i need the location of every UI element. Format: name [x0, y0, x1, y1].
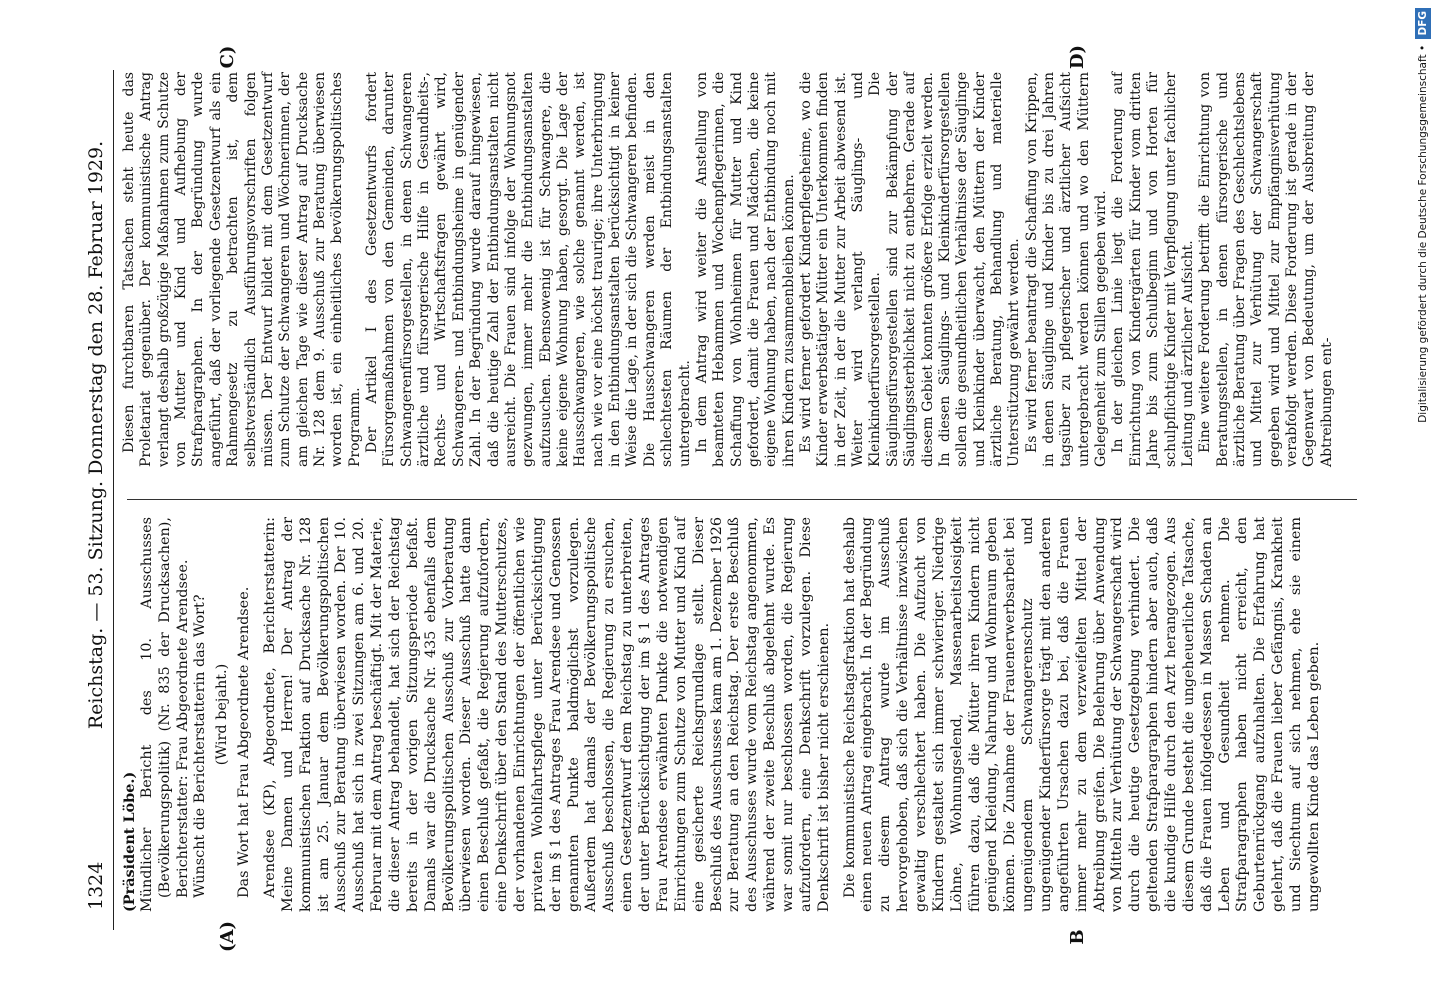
credit-text: Digitalisierung gefördert durch die Deutsche Forschungsgemeinschaft — [1417, 54, 1429, 423]
margin-marker-c: C) — [217, 45, 238, 69]
credit-line: Digitalisierung gefördert durch die Deutsche Forschungsgemeinschaft • DFG — [1415, 8, 1431, 992]
margin-marker-b: B — [1067, 929, 1088, 945]
interjection: (Wird bejaht.) — [214, 663, 231, 766]
paragraph: Es wird ferner gefordert Kinderpflegeheime, wo die Kinder erwerbstätiger Mütter ein Unterkommen finden in der Zeit, in der die Mutter zur Arbeit abwesend ist. Weiter wird verlangt Säuglings- und Kleinkinderfürsorgestellen. Die Säuglingsfürsorgestellen sind zur Bekämpfung der Säuglingssterblichkeit nicht zu entbehren. Gerade auf diesem Gebiet konnten größere Erfolge erzielt werden. In diesen Säuglings- und Kleinkinderfürsorgestellen sollen die gesundheitlichen Verhältnisse der Säuglinge und Kleinkinder überwacht, den Müttern der Kinder ärztliche Beratung, Behandlung und materielle Unterstützung gewährt werden. — [798, 72, 1023, 467]
paragraph: Der Artikel I des Gesetzentwurfs fordert Fürsorgemaßnahmen von den Gemeinden, darunter Schwangerenfürsorgestellen, in denen Schwangeren ärztliche und fürsorgerische Hilfe in Gesundheits-, Rechts- und Wirtschaftsfragen gewährt wird, Schwangeren- und Entbindungsheime in genügender Zahl. In der Begründung wurde darauf hingewiesen, daß die heutige Zahl der Entbindungsanstalten nicht ausreicht. Die Frauen sind infolge der Wohnungsnot gezwungen, immer mehr die Entbindungsanstalten aufzusuchen. Ebensowenig ist für Schwangere, die keine eigene Wohnung haben, gesorgt. Die Lage der Hausschwangeren, wie solche genannt werden, ist nach wie vor eine höchst traurige; ihre Unterbringung in den Entbindungsanstalten berücksichtigt in keiner Weise die Lage, in der sich die Schwangeren befinden. Die Hausschwangeren werden meist in den schlechtesten Räumen der Entbindungsanstalten untergebracht. — [364, 72, 693, 467]
margin-marker-d: D) — [1067, 44, 1088, 70]
paragraph: Arendsee (KP), Abgeordnete, Berichterstatterin: Meine Damen und Herren! Der Antrag der kommunistischen Fraktion auf Drucksache Nr. 128 ist am 25. Januar dem Bevölkerungspolitischen Ausschuß zur Beratung überwiesen worden. Der 10. Ausschuß hat sich in zwei Sitzungen am 6. und 20. Februar mit dem Antrag beschäftigt. Mit der Materie, die dieser Antrag behandelt, hat sich der Reichstag bereits in der vorigen Sitzungsperiode befaßt. Damals war die Drucksache Nr. 435 ebenfalls dem Bevölkerungspolitischen Ausschuß zur Vorberatung überwiesen worden. Dieser Ausschuß hatte dann einen Beschluß gefaßt, die Regierung aufzufordern, eine Denkschrift über den Stand des Mutterschutzes, der vorhandenen Einrichtungen der öffentlichen wie privaten Wohlfahrtspflege unter Berücksichtigung der im § 1 des Antrages Frau Arendsee und Genossen genannten Punkte baldmöglichst vorzulegen. Außerdem hat damals der Bevölkerungspolitische Ausschuß beschlossen, die Regierung zu ersuchen, einen Gesetzentwurf dem Reichstag zu unterbreiten, der unter Berücksichtigung der im § 1 des Antrages Frau Arendsee erwähnten Punkte die notwendigen Einrichtungen zum Schutze von Mutter und Kind auf eine gesicherte Reichsgrundlage stellt. Dieser Beschluß des Ausschusses kam am 1. Dezember 1926 zur Beratung an den Reichstag. Der erste Beschluß des Ausschusses wurde vom Reichstag angenommen, während der zweite Beschluß abgelehnt wurde. Es war somit nur beschlossen worden, die Regierung aufzufordern, eine Denkschrift vorzulegen. Diese Denkschrift ist bisher nicht erschienen. — [262, 517, 832, 912]
paragraph: Eine weitere Forderung betrifft die Einrichtung von Beratungsstellen, in denen fürsorgerische und ärztliche Beratung über Fragen des Geschlechtslebens und Mittel zur Verhütung der Schwangerschaft gegeben wird und Mittel zur Empfängnisverhütung verabfolgt werden. Diese Forderung ist gerade in der Gegenwart von Bedeutung, um der Ausbreitung der Abtreibungen ent- — [1197, 72, 1335, 467]
paragraph: Die kommunistische Reichstagsfraktion hat deshalb einen neuen Antrag eingebracht. In der Begründung zu diesem Antrag wurde im Ausschuß hervorgehoben, daß sich die Verhältnisse inzwischen gewaltig verschlechtert haben. Die Aufzucht von Kindern gestaltet sich immer schwieriger. Niedrige Löhne, Wohnungselend, Massenarbeitslosigkeit führen dazu, daß die Mütter ihren Kindern nicht genügend Kleidung, Nahrung und Wohnraum geben können. Die Zunahme der Frauenerwerbsarbeit bei ungenügendem Schwangerenschutz und ungenügender Kinderfürsorge trägt mit den anderen angeführten Ursachen dazu bei, daß die Frauen immer mehr zu dem verzweifelten Mittel der Abtreibung greifen. Die Belehrung über Anwendung von Mitteln zur Verhütung der Schwangerschaft wird durch die heutige Gesetzgebung verhindert. Die geltenden Strafparagraphen hindern aber auch, daß die kundige Hilfe durch den Arzt herangezogen. Aus diesem Grunde besteht die ungeheuerliche Tatsache, daß die Frauen infolgedessen in Massen Schaden an Leben und Gesundheit nehmen. Die Strafparagraphen haben nicht erreicht, den Geburtenrückgang aufzuhalten. Die Erfahrung hat gelehrt, daß die Frauen lieber Gefängnis, Krankheit und Siechtum auf sich nehmen, ehe sie einem ungewollten Kinde das Leben geben. — [841, 517, 1322, 912]
paragraph: Das Wort hat Frau Abgeordnete Arendsee. — [236, 586, 253, 898]
page-header — [81, 70, 111, 910]
speaker-tag: (Präsident Löbe.) — [121, 771, 138, 912]
column-divider — [127, 499, 1357, 500]
digitization-credit — [1414, 8, 1432, 992]
header-rule — [113, 70, 114, 930]
dfg-logo: DFG — [1415, 8, 1431, 39]
scanned-page — [67, 40, 1367, 960]
paragraph: Es wird ferner beantragt die Schaffung von Krippen, in denen Säuglinge und Kinder bis zu drei Jahren tagsüber zu pflegerischer und ärztlicher Aufsicht untergebracht werden können und wo den Müttern Gelegenheit zum Stillen gegeben wird. — [1023, 72, 1110, 467]
left-column — [121, 517, 1324, 912]
margin-marker-a: (A) — [217, 921, 238, 952]
paragraph: In dem Antrag wird weiter die Anstellung von beamteten Hebammen und Wochenpflegerinnen, die Schaffung von Wohnheimen für Mutter und Kind gefordert, damit die Frauen und Mädchen, die keine eigene Wohnung haben, nach der Entbindung noch mit ihren Kindern zusammenbleiben können. — [693, 72, 797, 467]
paragraph: Wünscht die Berichterstatterin das Wort? — [192, 594, 209, 898]
paragraph: In der gleichen Linie liegt die Forderung auf Einrichtung von Kindergärten für Kinder vom dritten Jahre bis zum Schulbeginn und von Horten für schulpflichtige Kinder mit Verpflegung unter fachlicher Leitung und ärztlicher Aufsicht. — [1110, 72, 1196, 467]
page-number: 1324 — [85, 861, 107, 910]
right-column — [121, 72, 1336, 467]
running-title: Reichstag. — 53. Sitzung. Donnerstag den 28. Februar 1929. — [85, 140, 107, 730]
paragraph: Diesen furchtbaren Tatsachen steht heute das Proletariat gegenüber. Der kommunistische Antrag verlangt deshalb großzügige Maßnahmen zum Schutze von Mutter und Kind und Aufhebung der Strafparagraphen. In der Begründung wurde angeführt, daß der vorliegende Gesetzentwurf als ein Rahmengesetz zu betrachten ist, dem selbstverständlich Ausführungsvorschriften folgen müssen. Der Entwurf bildet mit dem Gesetzentwurf zum Schutze der Schwangeren und Wöchnerinnen, der am gleichen Tage wie dieser Antrag auf Drucksache Nr. 128 dem 9. Ausschuß zur Beratung überwiesen worden ist, ein einheitliches bevölkerungspolitisches Programm. — [121, 72, 363, 467]
paragraph: Mündlicher Bericht des 10. Ausschusses (Bevölkerungspolitik) (Nr. 835 der Drucksachen), Berichterstatter: Frau Abgeordnete Arendsee. — [138, 517, 191, 912]
